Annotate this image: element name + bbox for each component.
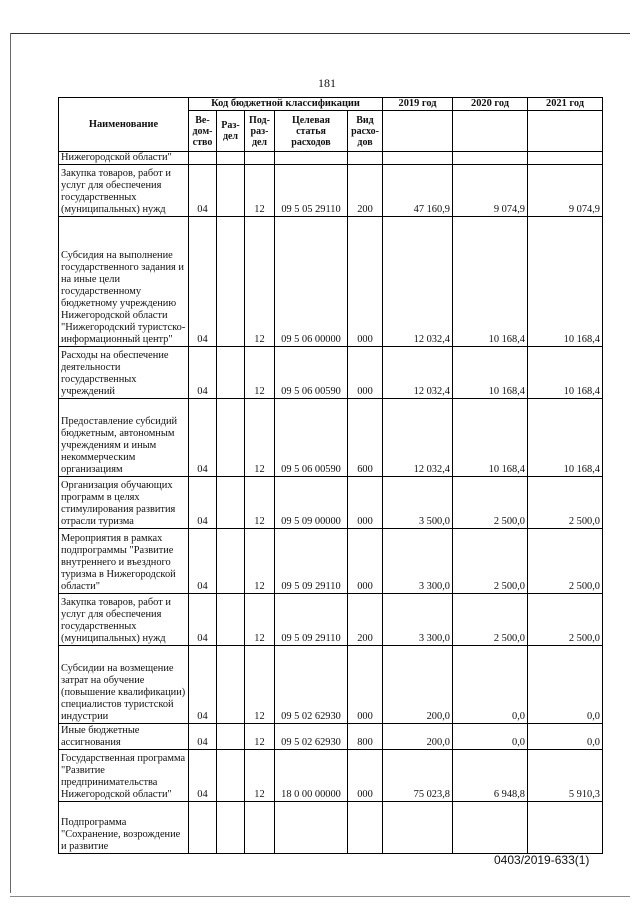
row-value-2019: 3 500,0	[383, 477, 453, 529]
row-podrazdel: 12	[245, 724, 275, 750]
header-bk-group: Код бюджетной классификации	[189, 98, 383, 111]
row-vid: 200	[348, 594, 383, 646]
header-empty-2020	[453, 111, 528, 152]
row-value-2021: 9 074,9	[528, 165, 603, 217]
row-value-2020: 6 948,8	[453, 750, 528, 802]
table-row	[59, 165, 603, 217]
row-vid: 000	[348, 477, 383, 529]
row-ved: 04	[189, 594, 217, 646]
row-value-2020: 9 074,9	[453, 165, 528, 217]
row-value-2021: 10 168,4	[528, 399, 603, 477]
row-ved: 04	[189, 217, 217, 347]
row-target-code	[275, 152, 348, 165]
page-frame-top	[10, 33, 630, 34]
row-value-2019: 12 032,4	[383, 347, 453, 399]
row-name: Государственная программа "Развитие предпринимательства Нижегородской области"	[59, 750, 189, 802]
row-podrazdel	[245, 802, 275, 854]
row-target-code: 09 5 02 62930	[275, 646, 348, 724]
row-name: Закупка товаров, работ и услуг для обеспечения государственных (муниципальных) нужд	[59, 594, 189, 646]
row-vid: 200	[348, 165, 383, 217]
row-razdel-empty	[217, 152, 245, 165]
row-vid: 000	[348, 529, 383, 594]
row-value-2021: 2 500,0	[528, 594, 603, 646]
header-razdel: Раз-дел	[217, 111, 245, 152]
table-row	[59, 477, 603, 529]
row-name: Расходы на обеспечение деятельности государственных учреждений	[59, 347, 189, 399]
header-vid: Вид расхо-дов	[348, 111, 383, 152]
row-value-2020: 2 500,0	[453, 594, 528, 646]
budget-table	[58, 97, 603, 854]
row-value-2020	[453, 802, 528, 854]
row-value-2021: 2 500,0	[528, 477, 603, 529]
row-value-2020: 2 500,0	[453, 477, 528, 529]
row-ved: 04	[189, 399, 217, 477]
row-value-2019: 12 032,4	[383, 399, 453, 477]
row-podrazdel: 12	[245, 217, 275, 347]
row-ved: 04	[189, 750, 217, 802]
page-number: 181	[318, 76, 336, 90]
table-row	[59, 594, 603, 646]
header-year-2019: 2019 год	[383, 98, 453, 111]
table-row	[59, 217, 603, 347]
row-value-2019: 3 300,0	[383, 529, 453, 594]
row-name: Мероприятия в рамках подпрограммы "Развитие внутреннего и въездного туризма в Нижегородской области"	[59, 529, 189, 594]
row-value-2020	[453, 152, 528, 165]
row-razdel-empty	[217, 347, 245, 399]
page-frame-bottom	[10, 896, 630, 897]
row-podrazdel: 12	[245, 594, 275, 646]
row-vid: 000	[348, 217, 383, 347]
row-value-2021	[528, 152, 603, 165]
footer-code: 0403/2019-633(1)	[494, 853, 590, 867]
row-value-2021: 10 168,4	[528, 347, 603, 399]
header-year-2021: 2021 год	[528, 98, 603, 111]
row-vid: 000	[348, 347, 383, 399]
row-value-2020: 10 168,4	[453, 217, 528, 347]
row-target-code: 09 5 09 29110	[275, 529, 348, 594]
row-target-code	[275, 802, 348, 854]
row-razdel-empty	[217, 477, 245, 529]
row-razdel-empty	[217, 646, 245, 724]
row-razdel-empty	[217, 724, 245, 750]
row-value-2019: 200,0	[383, 724, 453, 750]
row-target-code: 09 5 09 29110	[275, 594, 348, 646]
table-row	[59, 347, 603, 399]
row-target-code: 18 0 00 00000	[275, 750, 348, 802]
row-name: Субсидии на возмещение затрат на обучение (повышение квалификации) специалистов туристской индустрии	[59, 646, 189, 724]
row-vid: 000	[348, 750, 383, 802]
row-target-code: 09 5 06 00590	[275, 347, 348, 399]
row-name: Субсидия на выполнение государственного задания и на иные цели государственному бюджетному учреждению Нижегородской области "Нижегородский туристско-информационный центр"	[59, 217, 189, 347]
row-vid	[348, 802, 383, 854]
row-value-2019: 12 032,4	[383, 217, 453, 347]
row-ved	[189, 152, 217, 165]
row-razdel-empty	[217, 165, 245, 217]
row-target-code: 09 5 05 29110	[275, 165, 348, 217]
row-name: Иные бюджетные ассигнования	[59, 724, 189, 750]
row-ved	[189, 802, 217, 854]
header-year-2020: 2020 год	[453, 98, 528, 111]
row-target-code: 09 5 02 62930	[275, 724, 348, 750]
row-ved: 04	[189, 646, 217, 724]
row-razdel-empty	[217, 750, 245, 802]
row-value-2021	[528, 802, 603, 854]
header-empty-2019	[383, 111, 453, 152]
row-podrazdel: 12	[245, 399, 275, 477]
row-podrazdel: 12	[245, 750, 275, 802]
row-podrazdel	[245, 152, 275, 165]
row-podrazdel: 12	[245, 529, 275, 594]
header-name: Наименование	[59, 98, 189, 152]
row-podrazdel: 12	[245, 347, 275, 399]
row-name: Организация обучающих программ в целях стимулирования развития отрасли туризма	[59, 477, 189, 529]
row-vid: 000	[348, 646, 383, 724]
header-podrazdel: Под-раз-дел	[245, 111, 275, 152]
row-target-code: 09 5 09 00000	[275, 477, 348, 529]
row-value-2021: 0,0	[528, 646, 603, 724]
row-razdel-empty	[217, 529, 245, 594]
row-podrazdel: 12	[245, 165, 275, 217]
row-value-2021: 5 910,3	[528, 750, 603, 802]
row-ved: 04	[189, 477, 217, 529]
table-row	[59, 399, 603, 477]
row-value-2020: 10 168,4	[453, 399, 528, 477]
row-name: Нижегородской области"	[59, 152, 189, 165]
row-razdel-empty	[217, 802, 245, 854]
row-value-2019: 75 023,8	[383, 750, 453, 802]
row-name: Подпрограмма "Сохранение, возрождение и развитие	[59, 802, 189, 854]
row-value-2019	[383, 152, 453, 165]
row-value-2020: 0,0	[453, 646, 528, 724]
row-value-2020: 2 500,0	[453, 529, 528, 594]
header-ved: Ве-дом-ство	[189, 111, 217, 152]
table-row	[59, 646, 603, 724]
row-target-code: 09 5 06 00000	[275, 217, 348, 347]
row-razdel-empty	[217, 399, 245, 477]
row-ved: 04	[189, 724, 217, 750]
row-target-code: 09 5 06 00590	[275, 399, 348, 477]
table-row	[59, 750, 603, 802]
row-value-2021: 2 500,0	[528, 529, 603, 594]
row-podrazdel: 12	[245, 477, 275, 529]
table-row	[59, 529, 603, 594]
row-value-2019	[383, 802, 453, 854]
row-value-2020: 0,0	[453, 724, 528, 750]
row-vid: 800	[348, 724, 383, 750]
row-value-2019: 3 300,0	[383, 594, 453, 646]
table-row	[59, 724, 603, 750]
header-empty-2021	[528, 111, 603, 152]
row-value-2021: 10 168,4	[528, 217, 603, 347]
row-name: Предоставление субсидий бюджетным, автономным учреждениям и иным некоммерческим организациям	[59, 399, 189, 477]
row-ved: 04	[189, 529, 217, 594]
row-name: Закупка товаров, работ и услуг для обеспечения государственных (муниципальных) нужд	[59, 165, 189, 217]
row-value-2019: 47 160,9	[383, 165, 453, 217]
row-value-2019: 200,0	[383, 646, 453, 724]
row-razdel-empty	[217, 594, 245, 646]
row-value-2021: 0,0	[528, 724, 603, 750]
row-vid: 600	[348, 399, 383, 477]
table-row	[59, 802, 603, 854]
header-target: Целевая статья расходов	[275, 111, 348, 152]
row-vid	[348, 152, 383, 165]
row-podrazdel: 12	[245, 646, 275, 724]
row-ved: 04	[189, 165, 217, 217]
table-row	[59, 152, 603, 165]
row-ved: 04	[189, 347, 217, 399]
row-value-2020: 10 168,4	[453, 347, 528, 399]
page-frame-left	[10, 33, 11, 893]
row-razdel-empty	[217, 217, 245, 347]
